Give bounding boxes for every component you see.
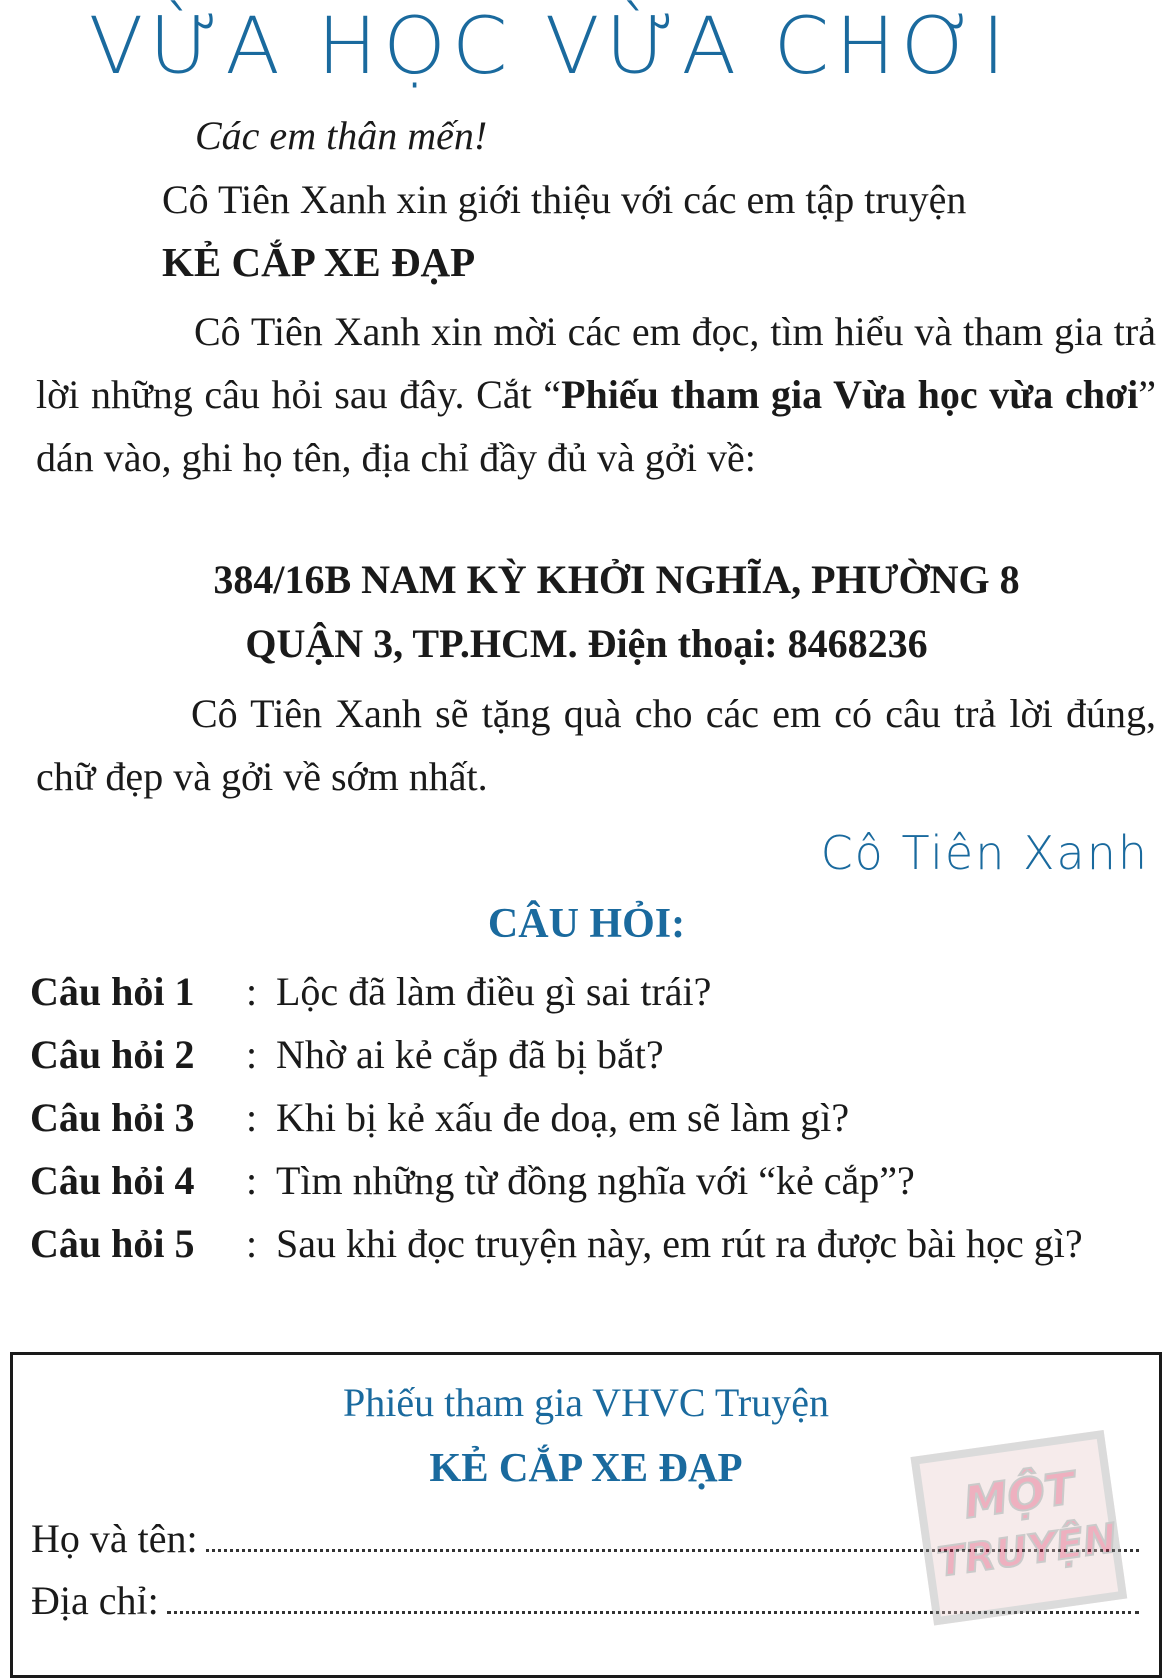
address-line-2: QUẬN 3, TP.HCM. Điện thoại: 8468236	[245, 621, 928, 666]
instructions-text-start: Cô Tiên Xanh xin mời các em đọc, tìm hiểu và tham gia trả lời những câu hỏi sau đây. Cắt “	[36, 309, 1156, 417]
questions-heading: CÂU HỎI:	[487, 901, 686, 947]
signature: Cô Tiên Xanh	[820, 826, 1149, 880]
question-label: Câu hỏi 2	[30, 1032, 195, 1077]
question-text: Sau khi đọc truyện này, em rút ra được bài học gì?	[276, 1221, 1083, 1266]
watermark-logo	[899, 1417, 1150, 1646]
question-label: Câu hỏi 3	[30, 1095, 195, 1140]
question-item: Câu hỏi 4 : Tìm những từ đồng nghĩa với “kẻ cắp”?	[30, 1149, 1150, 1212]
question-label: Câu hỏi 5	[30, 1221, 195, 1266]
page-title: VỪA HỌC VỪA CHƠI	[88, 2, 1012, 92]
question-item: Câu hỏi 1 : Lộc đã làm điều gì sai trái?	[30, 960, 1150, 1023]
question-text: Tìm những từ đồng nghĩa với “kẻ cắp”?	[276, 1158, 915, 1203]
intro-text: Cô Tiên Xanh xin giới thiệu với các em tập truyện	[162, 177, 967, 222]
name-label: Họ và tên:	[31, 1516, 198, 1561]
question-label: Câu hỏi 1	[30, 969, 195, 1014]
questions-list	[30, 960, 1150, 1275]
watermark-text-1: MỘT	[960, 1462, 1079, 1529]
question-item: Câu hỏi 2 : Nhờ ai kẻ cắp đã bị bắt?	[30, 1023, 1150, 1086]
prize-paragraph: Cô Tiên Xanh sẽ tặng quà cho các em có câu trả lời đúng, chữ đẹp và gởi về sớm nhất.	[36, 691, 1156, 799]
address-label: Địa chỉ:	[31, 1578, 159, 1623]
form-story-title: KẺ CẮP XE ĐẠP	[429, 1444, 743, 1490]
question-label: Câu hỏi 4	[30, 1158, 195, 1203]
address-line-1: 384/16B NAM KỲ KHỞI NGHĨA, PHƯỜNG 8	[213, 557, 1020, 602]
question-text: Lộc đã làm điều gì sai trái?	[276, 969, 712, 1014]
form-title: Phiếu tham gia VHVC Truyện	[343, 1380, 829, 1425]
greeting: Các em thân mến!	[195, 113, 488, 158]
form-name-emphasis: Phiếu tham gia Vừa học vừa chơi	[561, 372, 1139, 417]
question-text: Nhờ ai kẻ cắp đã bị bắt?	[276, 1032, 664, 1077]
watermark-text-2: TRUYỆN	[934, 1515, 1120, 1587]
instructions-paragraph	[36, 300, 1156, 489]
question-text: Khi bị kẻ xấu đe doạ, em sẽ làm gì?	[276, 1095, 850, 1140]
question-item: Câu hỏi 5 : Sau khi đọc truyện này, em rút ra được bài học gì?	[30, 1212, 1150, 1275]
question-item: Câu hỏi 3 : Khi bị kẻ xấu đe doạ, em sẽ làm gì?	[30, 1086, 1150, 1149]
instructions-text-end: ” dán vào, ghi họ tên, địa chỉ đầy đủ và gởi về:	[36, 372, 1156, 480]
story-title: KẺ CẮP XE ĐẠP	[162, 239, 476, 285]
